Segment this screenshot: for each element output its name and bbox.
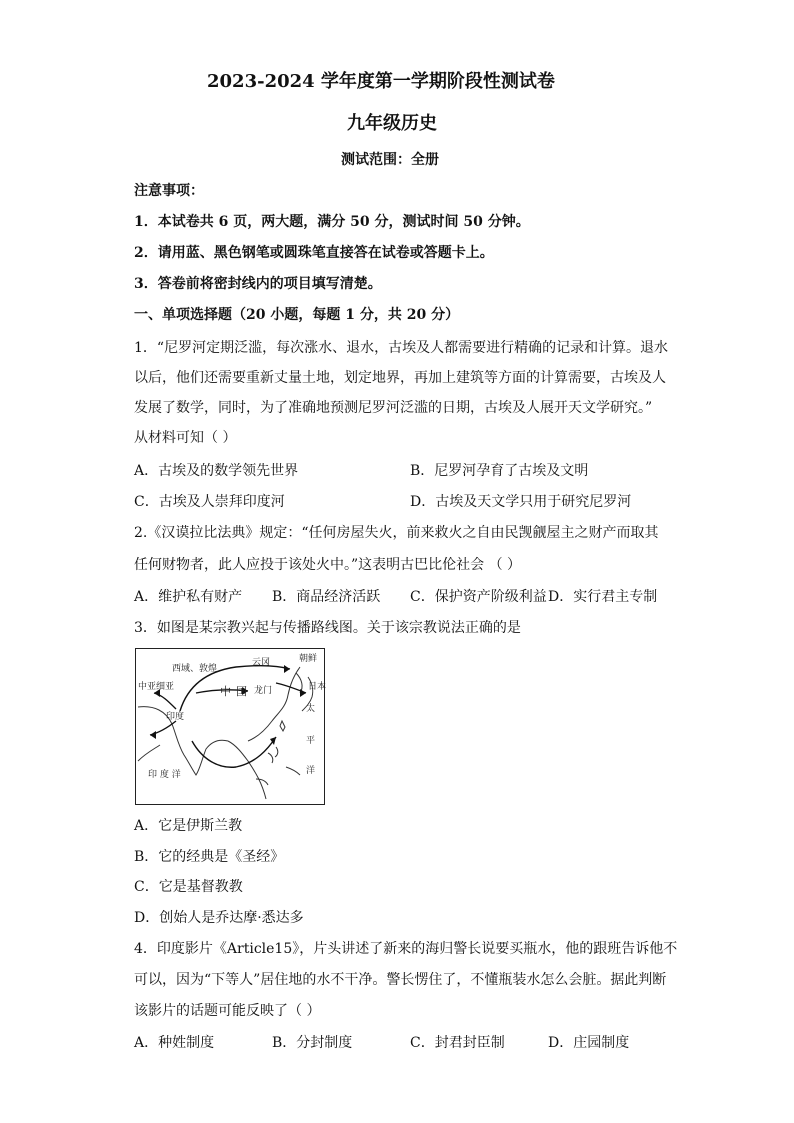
coastline-west — [138, 745, 160, 761]
map-label-japan: 日本 — [308, 682, 327, 692]
q3-option-b: B．它的经典是《圣经》 — [134, 849, 285, 865]
exam-title: 2023-2024 学年度第一学期阶段性测试卷 — [207, 71, 555, 92]
map-label-korea: 朝鲜 — [299, 654, 318, 664]
q1-option-c: C．古埃及人崇拜印度河 — [134, 494, 285, 510]
q4-line-3: 该影片的话题可能反映了（ ） — [134, 1003, 321, 1019]
q4-option-c: C．封君封臣制 — [410, 1035, 505, 1051]
map-label-china-2: 国 — [236, 685, 247, 698]
q4-line-2: 可以，因为“下等人”居住地的水不干净。警长愣住了，不懂瓶装水怎么会脏。据此判断 — [134, 972, 667, 988]
q3-stem: 3．如图是某宗教兴起与传播路线图。关于该宗教说法正确的是 — [134, 620, 521, 636]
arrow-3 — [300, 689, 306, 697]
map-label-yungang: 云冈 — [252, 658, 271, 668]
exam-scope: 测试范围：全册 — [341, 152, 439, 168]
q4-option-b: B．分封制度 — [272, 1035, 353, 1051]
notice-item-2: 2．请用蓝、黑色钢笔或圆珠笔直接答在试卷或答题卡上。 — [134, 245, 494, 261]
notice-item-3: 3．答卷前将密封线内的项目填写清楚。 — [134, 276, 382, 292]
notice-item-1: 1．本试卷共 6 页，两大题，满分 50 分，测试时间 50 分钟。 — [134, 214, 530, 230]
map-label-pacific-3: 洋 — [306, 766, 316, 776]
q2-option-b: B．商品经济活跃 — [272, 589, 381, 605]
map-label-china-1: 中 — [220, 685, 231, 698]
q2-option-a: A．维护私有财产 — [134, 589, 243, 605]
map-label-india: 印度 — [166, 712, 185, 722]
q1-option-a: A．古埃及的数学领先世界 — [134, 463, 299, 479]
map-label-indian-ocean: 印 度 洋 — [148, 770, 181, 780]
q3-option-c: C．它是基督教教 — [134, 879, 243, 895]
q2-line-1: 2.《汉谟拉比法典》规定：“任何房屋失火，前来救火之自由民觊觎屋主之财产而取其 — [134, 525, 659, 541]
q2-option-c: C．保护资产阶级利益 — [410, 589, 547, 605]
q1-option-d: D．古埃及天文学只用于研究尼罗河 — [410, 494, 632, 510]
q1-line-1: 1．“尼罗河定期泛滥，每次涨水、退水，古埃及人都需要进行精确的记录和计算。退水 — [134, 340, 669, 356]
section-heading: 一、单项选择题（20 小题，每题 1 分，共 20 分） — [134, 307, 460, 323]
q4-line-1: 4．印度影片《Article15》，片头讲述了新来的海归警长说要买瓶水，他的跟班告诉他不 — [134, 941, 678, 957]
q1-line-3: 发展了数学，同时，为了准确地预测尼罗河泛滥的日期，古埃及人展开天文学研究。” — [134, 400, 653, 416]
q1-line-4: 从材料可知（ ） — [134, 430, 237, 446]
map-label-longmen: 龙门 — [254, 686, 273, 696]
q4-option-d: D．庄园制度 — [548, 1035, 630, 1051]
q1-option-b: B．尼罗河孕育了古埃及文明 — [410, 463, 589, 479]
q3-option-a: A．它是伊斯兰教 — [134, 818, 243, 834]
notice-heading: 注意事项： — [134, 183, 204, 199]
exam-subject: 九年级历史 — [347, 113, 437, 134]
map-label-central-asia: 中亚细亚 — [138, 682, 175, 692]
q3-option-d: D．创始人是乔达摩·悉达多 — [134, 910, 304, 926]
q2-option-d: D．实行君主专制 — [548, 589, 658, 605]
map-drawing — [136, 649, 327, 804]
arrow-5 — [150, 731, 156, 739]
map-label-pacific-1: 太 — [306, 704, 316, 714]
route-central-asia — [154, 693, 176, 709]
q4-option-a: A．种姓制度 — [134, 1035, 215, 1051]
arrow-1 — [284, 665, 290, 673]
map-label-pacific-2: 平 — [306, 736, 316, 746]
q2-line-2: 任何财物者，此人应投于该处火中。”这表明古巴比伦社会 （ ） — [134, 557, 522, 573]
map-label-xiyu: 西域、敦煌 — [172, 664, 218, 674]
q1-line-2: 以后，他们还需要重新丈量土地，划定地界，再加上建筑等方面的计算需要，古埃及人 — [134, 370, 666, 386]
island-taiwan — [280, 721, 285, 731]
religion-spread-map — [135, 648, 325, 805]
